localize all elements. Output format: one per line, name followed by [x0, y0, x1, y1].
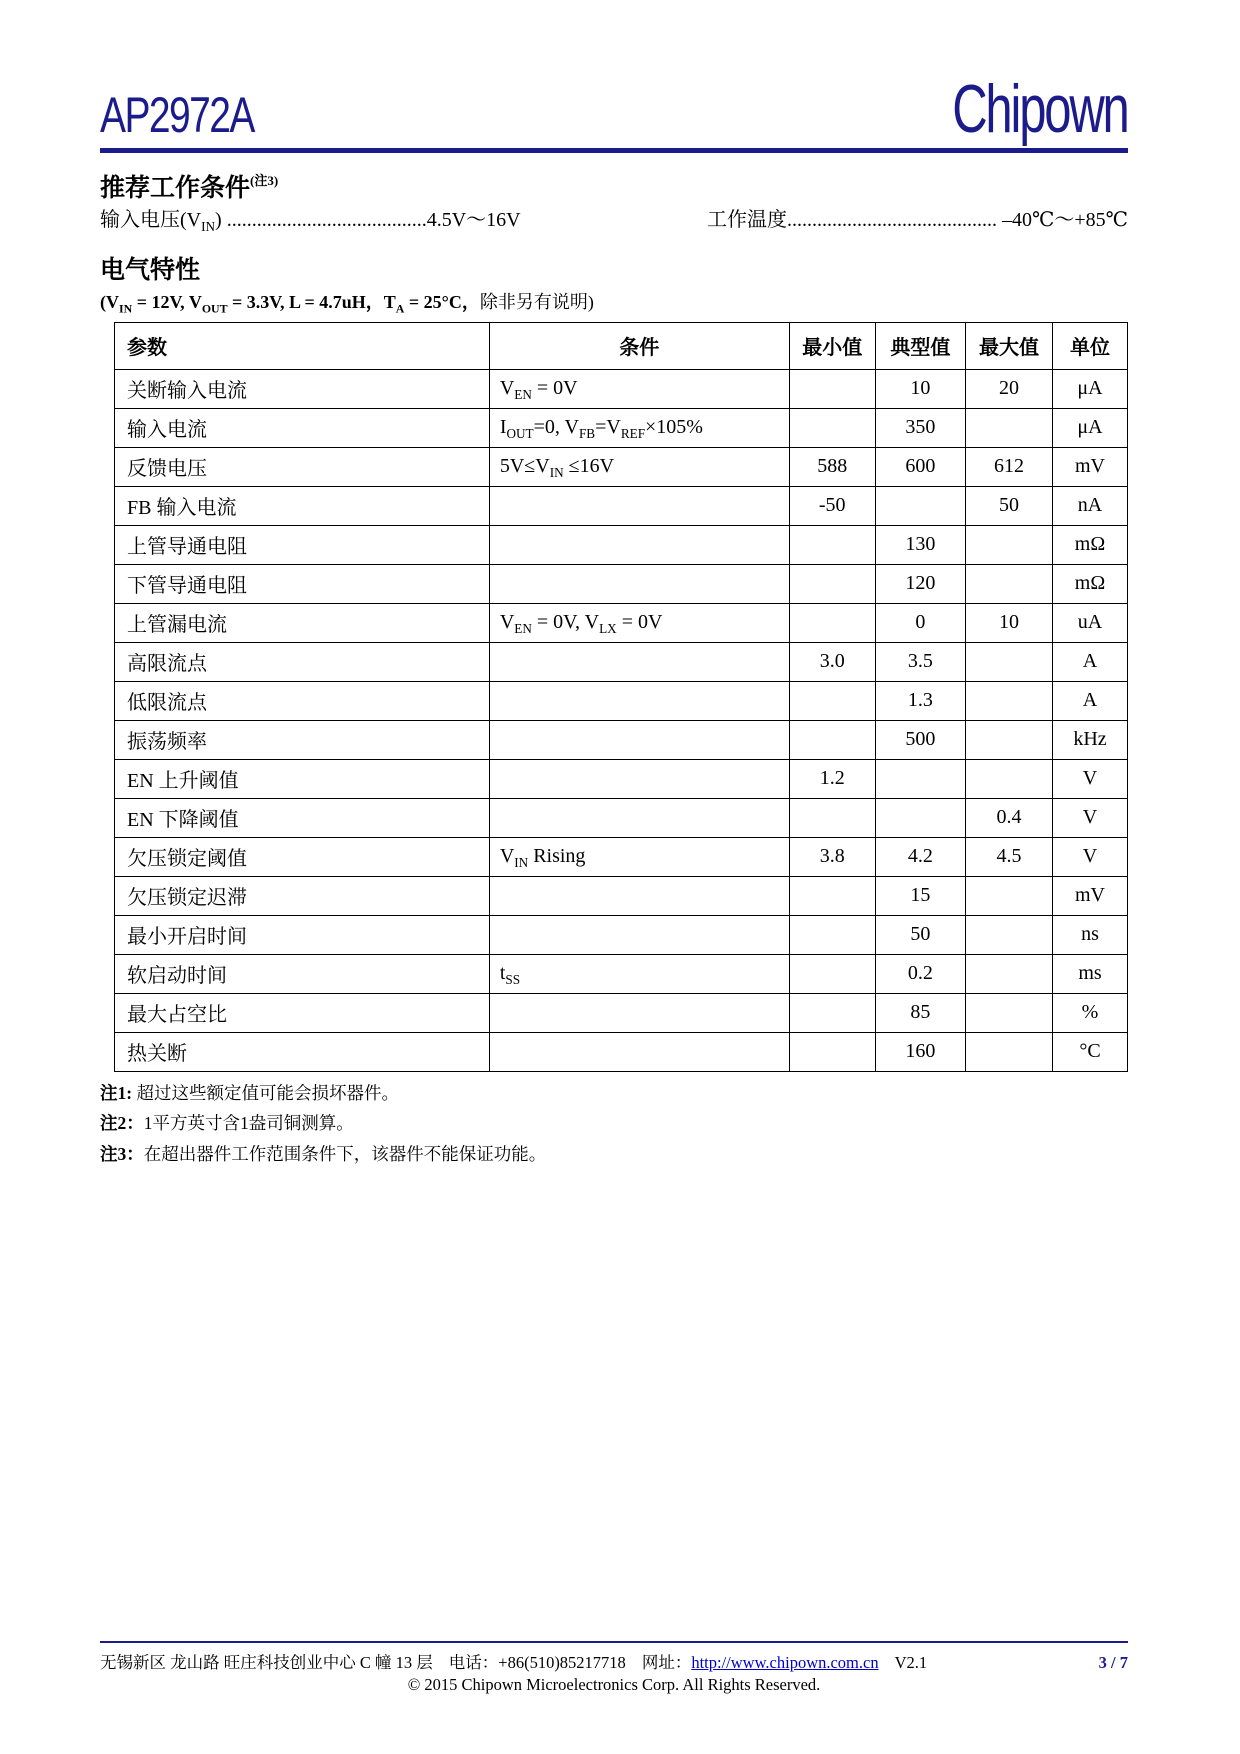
param-cell: 高限流点 [115, 642, 490, 681]
note-3-label: 注3： [100, 1143, 144, 1164]
min-cell [789, 1032, 875, 1071]
param-cell: 最大占空比 [115, 993, 490, 1032]
table-row [115, 759, 1128, 798]
header-rule [100, 148, 1128, 153]
table-row [115, 720, 1128, 759]
condition-cell [489, 915, 789, 954]
copyright-line: © 2015 Chipown Microelectronics Corp. All Rights Reserved. [407, 1675, 821, 1694]
part-number: AP2972A [100, 87, 254, 143]
table-row [115, 564, 1128, 603]
max-cell [965, 720, 1052, 759]
param-cell: 欠压锁定迟滞 [115, 876, 490, 915]
unit-cell: μA [1053, 369, 1128, 408]
unit-cell: mΩ [1053, 564, 1128, 603]
website-label: 网址： [641, 1653, 692, 1672]
max-cell [965, 954, 1052, 993]
min-cell [789, 603, 875, 642]
param-cell: 输入电流 [115, 408, 490, 447]
page-number: 3 / 7 [1098, 1653, 1128, 1672]
min-cell [789, 564, 875, 603]
footer-rule [100, 1641, 1128, 1643]
param-cell: 上管漏电流 [115, 603, 490, 642]
unit-cell: mV [1053, 447, 1128, 486]
min-cell: -50 [789, 486, 875, 525]
table-row [115, 1032, 1128, 1071]
min-cell [789, 369, 875, 408]
condition-cell: $I_{OUT}=0$, $V_{FB}=V_{REF}\times 105\%$ [489, 408, 789, 447]
header-typ: 典型值 [875, 322, 965, 369]
page-header [100, 70, 1128, 147]
unit-cell: % [1053, 993, 1128, 1032]
chipown-logo: Chipown [952, 70, 1128, 147]
min-cell [789, 798, 875, 837]
table-row [115, 876, 1128, 915]
param-cell: 最小开启时间 [115, 915, 490, 954]
min-cell [789, 525, 875, 564]
table-header-row [115, 322, 1128, 369]
table-row [115, 642, 1128, 681]
electrical-characteristics-table [114, 322, 1128, 1072]
unit-cell: ns [1053, 915, 1128, 954]
table-row [115, 681, 1128, 720]
min-cell: 588 [789, 447, 875, 486]
table-row [115, 603, 1128, 642]
typ-cell: 0.2 [875, 954, 965, 993]
unit-cell: °C [1053, 1032, 1128, 1071]
note-2-label: 注2： [100, 1113, 144, 1134]
typ-cell [875, 759, 965, 798]
typ-cell: 500 [875, 720, 965, 759]
typ-cell: 3.5 [875, 642, 965, 681]
unit-cell: μA [1053, 408, 1128, 447]
param-cell: 反馈电压 [115, 447, 490, 486]
company-address: 无锡新区 龙山路 旺庄科技创业中心 C 幢 13 层 [100, 1653, 433, 1672]
condition-cell: $V_{IN}$ Rising [489, 837, 789, 876]
condition-cell [489, 759, 789, 798]
unit-cell: kHz [1053, 720, 1128, 759]
phone-number: +86(510)85217718 [498, 1653, 626, 1672]
max-cell [965, 681, 1052, 720]
typ-cell: 1.3 [875, 681, 965, 720]
input-voltage-spec: 输入电压$(V_{IN})$ ........................................4.5V～16V [100, 208, 521, 234]
param-cell: FB 输入电流 [115, 486, 490, 525]
typ-cell: 120 [875, 564, 965, 603]
unit-cell: A [1053, 681, 1128, 720]
param-cell: 振荡频率 [115, 720, 490, 759]
max-cell: 20 [965, 369, 1052, 408]
condition-cell: $5V\le V_{IN} \le 16V$ [489, 447, 789, 486]
min-cell [789, 876, 875, 915]
max-cell [965, 915, 1052, 954]
typ-cell: 10 [875, 369, 965, 408]
min-cell: 1.2 [789, 759, 875, 798]
typ-cell: 130 [875, 525, 965, 564]
condition-cell [489, 525, 789, 564]
max-cell: 50 [965, 486, 1052, 525]
document-version: V2.1 [894, 1653, 928, 1672]
table-row [115, 798, 1128, 837]
min-cell [789, 915, 875, 954]
condition-cell [489, 720, 789, 759]
ec-table-body [115, 369, 1128, 1071]
notes-block [100, 1078, 1128, 1170]
page-footer [100, 1641, 1128, 1695]
param-cell: 下管导通电阻 [115, 564, 490, 603]
min-cell [789, 408, 875, 447]
website-link[interactable]: http://www.chipown.com.cn [691, 1653, 879, 1672]
operating-temperature-spec: 工作温度.......................................... –40℃～+85℃ [706, 208, 1128, 231]
max-cell [965, 759, 1052, 798]
max-cell [965, 876, 1052, 915]
note-3 [100, 1139, 1128, 1170]
recommended-conditions-title [100, 172, 1128, 203]
condition-cell [489, 876, 789, 915]
unit-cell: mV [1053, 876, 1128, 915]
typ-cell [875, 798, 965, 837]
note-1 [100, 1078, 1128, 1109]
operating-conditions-line [100, 207, 1128, 233]
min-cell [789, 954, 875, 993]
recommended-conditions-title-text: 推荐工作条件 [100, 175, 251, 202]
table-row [115, 408, 1128, 447]
unit-cell: mΩ [1053, 525, 1128, 564]
test-conditions-note: 除非另有说明) [479, 292, 594, 312]
note-2 [100, 1108, 1128, 1139]
condition-cell: $V_{EN} = 0V$ [489, 369, 789, 408]
param-cell: 关断输入电流 [115, 369, 490, 408]
param-cell: EN 上升阈值 [115, 759, 490, 798]
note-3-text: 在超出器件工作范围条件下，该器件不能保证功能。 [143, 1143, 547, 1164]
max-cell [965, 564, 1052, 603]
max-cell: 4.5 [965, 837, 1052, 876]
header-parameter: 参数 [115, 322, 490, 369]
max-cell: 0.4 [965, 798, 1052, 837]
max-cell [965, 525, 1052, 564]
header-unit: 单位 [1053, 322, 1128, 369]
typ-cell: 0 [875, 603, 965, 642]
param-cell: 热关断 [115, 1032, 490, 1071]
min-cell [789, 720, 875, 759]
condition-cell [489, 798, 789, 837]
condition-cell: $t_{SS}$ [489, 954, 789, 993]
note-1-label: 注1: [100, 1082, 133, 1103]
unit-cell: V [1053, 798, 1128, 837]
condition-cell [489, 1032, 789, 1071]
condition-cell [489, 681, 789, 720]
param-cell: 软启动时间 [115, 954, 490, 993]
max-cell [965, 1032, 1052, 1071]
table-row [115, 486, 1128, 525]
unit-cell: V [1053, 759, 1128, 798]
table-row [115, 837, 1128, 876]
condition-cell [489, 993, 789, 1032]
note3-superscript: (注3) [250, 172, 279, 188]
phone-label: 电话： [448, 1653, 499, 1672]
typ-cell: 350 [875, 408, 965, 447]
footer-info-line [100, 1649, 1128, 1673]
typ-cell: 85 [875, 993, 965, 1032]
header-condition: 条件 [489, 322, 789, 369]
note-1-text: 超过这些额定值可能会损坏器件。 [136, 1082, 399, 1103]
typ-cell: 160 [875, 1032, 965, 1071]
min-cell: 3.8 [789, 837, 875, 876]
condition-cell [489, 642, 789, 681]
typ-cell: 15 [875, 876, 965, 915]
typ-cell: 50 [875, 915, 965, 954]
table-row [115, 954, 1128, 993]
typ-cell: 600 [875, 447, 965, 486]
condition-cell: $V_{EN} = 0V$, $V_{LX} = 0V$ [489, 603, 789, 642]
param-cell: EN 下降阈值 [115, 798, 490, 837]
unit-cell: nA [1053, 486, 1128, 525]
header-min: 最小值 [789, 322, 875, 369]
note-2-text: 1平方英寸含1盎司铜测算。 [143, 1113, 354, 1134]
test-conditions-values: ($V_{IN} = 12V$, $V_{OUT} = 3.3V$, L = 4.7uH，$T_A = 25^\circ C$， [100, 292, 480, 316]
max-cell [965, 993, 1052, 1032]
max-cell [965, 642, 1052, 681]
condition-cell [489, 564, 789, 603]
table-row [115, 447, 1128, 486]
max-cell: 10 [965, 603, 1052, 642]
table-row [115, 369, 1128, 408]
unit-cell: V [1053, 837, 1128, 876]
param-cell: 欠压锁定阈值 [115, 837, 490, 876]
unit-cell: uA [1053, 603, 1128, 642]
min-cell [789, 681, 875, 720]
unit-cell: ms [1053, 954, 1128, 993]
min-cell: 3.0 [789, 642, 875, 681]
max-cell: 612 [965, 447, 1052, 486]
table-row [115, 525, 1128, 564]
condition-cell [489, 486, 789, 525]
unit-cell: A [1053, 642, 1128, 681]
max-cell [965, 408, 1052, 447]
electrical-characteristics-title: 电气特性 [100, 256, 201, 284]
table-row [115, 915, 1128, 954]
typ-cell [875, 486, 965, 525]
test-conditions-line [100, 292, 1128, 314]
typ-cell: 4.2 [875, 837, 965, 876]
min-cell [789, 993, 875, 1032]
param-cell: 低限流点 [115, 681, 490, 720]
header-max: 最大值 [965, 322, 1052, 369]
table-row [115, 993, 1128, 1032]
param-cell: 上管导通电阻 [115, 525, 490, 564]
